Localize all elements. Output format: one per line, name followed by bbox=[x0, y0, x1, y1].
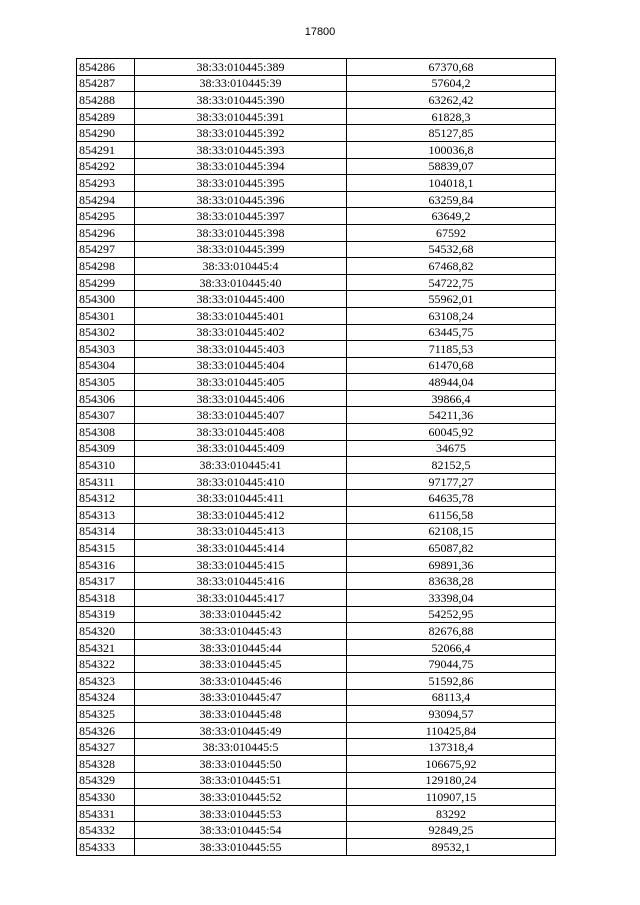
cadastral-number-cell: 38:33:010445:50 bbox=[135, 755, 347, 772]
record-number-cell: 854320 bbox=[77, 623, 135, 640]
table-row bbox=[77, 324, 556, 341]
table-row bbox=[77, 755, 556, 772]
record-number-cell: 854290 bbox=[77, 125, 135, 142]
cadastral-number-cell: 38:33:010445:403 bbox=[135, 341, 347, 358]
cadastral-number-cell: 38:33:010445:43 bbox=[135, 623, 347, 640]
record-number-cell: 854313 bbox=[77, 507, 135, 524]
cadastral-number-cell: 38:33:010445:46 bbox=[135, 672, 347, 689]
cadastral-value-cell: 58839,07 bbox=[347, 158, 556, 175]
table-row bbox=[77, 175, 556, 192]
table-row bbox=[77, 424, 556, 441]
cadastral-number-cell: 38:33:010445:396 bbox=[135, 191, 347, 208]
record-number-cell: 854321 bbox=[77, 639, 135, 656]
cadastral-value-cell: 63445,75 bbox=[347, 324, 556, 341]
table-row bbox=[77, 639, 556, 656]
cadastral-number-cell: 38:33:010445:414 bbox=[135, 540, 347, 557]
record-number-cell: 854291 bbox=[77, 141, 135, 158]
record-number-cell: 854316 bbox=[77, 556, 135, 573]
table-row bbox=[77, 92, 556, 109]
cadastral-value-cell: 106675,92 bbox=[347, 755, 556, 772]
cadastral-number-cell: 38:33:010445:407 bbox=[135, 407, 347, 424]
table-row bbox=[77, 407, 556, 424]
table-row bbox=[77, 473, 556, 490]
record-number-cell: 854301 bbox=[77, 307, 135, 324]
cadastral-value-cell: 51592,86 bbox=[347, 672, 556, 689]
table-row bbox=[77, 108, 556, 125]
cadastral-number-cell: 38:33:010445:55 bbox=[135, 838, 347, 855]
table-row bbox=[77, 789, 556, 806]
cadastral-number-cell: 38:33:010445:395 bbox=[135, 175, 347, 192]
record-number-cell: 854318 bbox=[77, 590, 135, 607]
record-number-cell: 854330 bbox=[77, 789, 135, 806]
cadastral-value-cell: 97177,27 bbox=[347, 473, 556, 490]
record-number-cell: 854296 bbox=[77, 224, 135, 241]
table-row bbox=[77, 191, 556, 208]
table-row bbox=[77, 440, 556, 457]
table-row bbox=[77, 490, 556, 507]
cadastral-value-cell: 79044,75 bbox=[347, 656, 556, 673]
cadastral-number-cell: 38:33:010445:399 bbox=[135, 241, 347, 258]
record-number-cell: 854287 bbox=[77, 75, 135, 92]
cadastral-value-cell: 34675 bbox=[347, 440, 556, 457]
table-row bbox=[77, 241, 556, 258]
cadastral-value-cell: 104018,1 bbox=[347, 175, 556, 192]
record-number-cell: 854324 bbox=[77, 689, 135, 706]
cadastral-number-cell: 38:33:010445:413 bbox=[135, 523, 347, 540]
cadastral-value-cell: 52066,4 bbox=[347, 639, 556, 656]
table-row bbox=[77, 706, 556, 723]
cadastral-value-cell: 60045,92 bbox=[347, 424, 556, 441]
table-body bbox=[77, 59, 556, 856]
table-row bbox=[77, 656, 556, 673]
table-row bbox=[77, 158, 556, 175]
cadastral-value-cell: 83292 bbox=[347, 805, 556, 822]
cadastral-value-cell: 82676,88 bbox=[347, 623, 556, 640]
table-row bbox=[77, 125, 556, 142]
table-row bbox=[77, 573, 556, 590]
record-number-cell: 854310 bbox=[77, 457, 135, 474]
table-row bbox=[77, 208, 556, 225]
record-number-cell: 854327 bbox=[77, 739, 135, 756]
table-row bbox=[77, 59, 556, 76]
record-number-cell: 854300 bbox=[77, 291, 135, 308]
table-row bbox=[77, 141, 556, 158]
record-number-cell: 854309 bbox=[77, 440, 135, 457]
table-row bbox=[77, 523, 556, 540]
table-row bbox=[77, 838, 556, 855]
record-number-cell: 854304 bbox=[77, 357, 135, 374]
cadastral-value-cell: 92849,25 bbox=[347, 822, 556, 839]
table-row bbox=[77, 739, 556, 756]
cadastral-number-cell: 38:33:010445:39 bbox=[135, 75, 347, 92]
cadastral-number-cell: 38:33:010445:48 bbox=[135, 706, 347, 723]
cadastral-value-cell: 54722,75 bbox=[347, 274, 556, 291]
record-number-cell: 854323 bbox=[77, 672, 135, 689]
record-number-cell: 854308 bbox=[77, 424, 135, 441]
record-number-cell: 854312 bbox=[77, 490, 135, 507]
cadastral-number-cell: 38:33:010445:51 bbox=[135, 772, 347, 789]
cadastral-number-cell: 38:33:010445:415 bbox=[135, 556, 347, 573]
record-number-cell: 854286 bbox=[77, 59, 135, 76]
record-number-cell: 854329 bbox=[77, 772, 135, 789]
table-row bbox=[77, 772, 556, 789]
cadastral-number-cell: 38:33:010445:45 bbox=[135, 656, 347, 673]
table-row bbox=[77, 556, 556, 573]
cadastral-value-cell: 61828,3 bbox=[347, 108, 556, 125]
cadastral-number-cell: 38:33:010445:389 bbox=[135, 59, 347, 76]
cadastral-value-cell: 61156,58 bbox=[347, 507, 556, 524]
record-number-cell: 854311 bbox=[77, 473, 135, 490]
cadastral-number-cell: 38:33:010445:5 bbox=[135, 739, 347, 756]
cadastral-number-cell: 38:33:010445:391 bbox=[135, 108, 347, 125]
cadastral-value-cell: 54532,68 bbox=[347, 241, 556, 258]
cadastral-number-cell: 38:33:010445:394 bbox=[135, 158, 347, 175]
cadastral-value-cell: 39866,4 bbox=[347, 390, 556, 407]
record-number-cell: 854303 bbox=[77, 341, 135, 358]
table-row bbox=[77, 822, 556, 839]
table-row bbox=[77, 590, 556, 607]
cadastral-number-cell: 38:33:010445:416 bbox=[135, 573, 347, 590]
cadastral-value-cell: 67592 bbox=[347, 224, 556, 241]
record-number-cell: 854297 bbox=[77, 241, 135, 258]
table-row bbox=[77, 507, 556, 524]
cadastral-number-cell: 38:33:010445:410 bbox=[135, 473, 347, 490]
page-number: 17800 bbox=[304, 26, 336, 38]
cadastral-value-cell: 63259,84 bbox=[347, 191, 556, 208]
cadastral-number-cell: 38:33:010445:409 bbox=[135, 440, 347, 457]
cadastral-value-cell: 54252,95 bbox=[347, 606, 556, 623]
cadastral-number-cell: 38:33:010445:412 bbox=[135, 507, 347, 524]
record-number-cell: 854292 bbox=[77, 158, 135, 175]
table-row bbox=[77, 258, 556, 275]
table-row bbox=[77, 457, 556, 474]
record-number-cell: 854306 bbox=[77, 390, 135, 407]
cadastral-number-cell: 38:33:010445:397 bbox=[135, 208, 347, 225]
record-number-cell: 854322 bbox=[77, 656, 135, 673]
cadastral-number-cell: 38:33:010445:408 bbox=[135, 424, 347, 441]
cadastral-number-cell: 38:33:010445:390 bbox=[135, 92, 347, 109]
cadastral-value-cell: 61470,68 bbox=[347, 357, 556, 374]
table-row bbox=[77, 291, 556, 308]
cadastral-value-cell: 129180,24 bbox=[347, 772, 556, 789]
cadastral-number-cell: 38:33:010445:417 bbox=[135, 590, 347, 607]
cadastral-number-cell: 38:33:010445:398 bbox=[135, 224, 347, 241]
cadastral-value-cell: 110907,15 bbox=[347, 789, 556, 806]
cadastral-value-cell: 71185,53 bbox=[347, 341, 556, 358]
cadastral-value-cell: 93094,57 bbox=[347, 706, 556, 723]
cadastral-value-cell: 110425,84 bbox=[347, 722, 556, 739]
cadastral-number-cell: 38:33:010445:406 bbox=[135, 390, 347, 407]
cadastral-value-cell: 62108,15 bbox=[347, 523, 556, 540]
cadastral-value-cell: 68113,4 bbox=[347, 689, 556, 706]
table-row bbox=[77, 672, 556, 689]
table-row bbox=[77, 307, 556, 324]
cadastral-value-cell: 63262,42 bbox=[347, 92, 556, 109]
record-number-cell: 854307 bbox=[77, 407, 135, 424]
cadastral-value-cell: 33398,04 bbox=[347, 590, 556, 607]
cadastral-value-cell: 89532,1 bbox=[347, 838, 556, 855]
table-row bbox=[77, 341, 556, 358]
record-number-cell: 854288 bbox=[77, 92, 135, 109]
cadastral-value-cell: 85127,85 bbox=[347, 125, 556, 142]
cadastral-value-cell: 82152,5 bbox=[347, 457, 556, 474]
cadastral-number-cell: 38:33:010445:404 bbox=[135, 357, 347, 374]
record-number-cell: 854325 bbox=[77, 706, 135, 723]
table-row bbox=[77, 805, 556, 822]
cadastral-value-cell: 54211,36 bbox=[347, 407, 556, 424]
record-number-cell: 854295 bbox=[77, 208, 135, 225]
record-number-cell: 854317 bbox=[77, 573, 135, 590]
record-number-cell: 854294 bbox=[77, 191, 135, 208]
record-number-cell: 854289 bbox=[77, 108, 135, 125]
cadastral-number-cell: 38:33:010445:405 bbox=[135, 374, 347, 391]
cadastral-value-cell: 83638,28 bbox=[347, 573, 556, 590]
cadastral-number-cell: 38:33:010445:47 bbox=[135, 689, 347, 706]
record-number-cell: 854319 bbox=[77, 606, 135, 623]
cadastral-number-cell: 38:33:010445:53 bbox=[135, 805, 347, 822]
cadastral-number-cell: 38:33:010445:41 bbox=[135, 457, 347, 474]
cadastral-number-cell: 38:33:010445:40 bbox=[135, 274, 347, 291]
table-row bbox=[77, 274, 556, 291]
cadastral-value-cell: 63108,24 bbox=[347, 307, 556, 324]
table-row bbox=[77, 623, 556, 640]
record-number-cell: 854293 bbox=[77, 175, 135, 192]
cadastral-number-cell: 38:33:010445:393 bbox=[135, 141, 347, 158]
cadastral-value-cell: 63649,2 bbox=[347, 208, 556, 225]
cadastral-value-cell: 55962,01 bbox=[347, 291, 556, 308]
cadastral-value-cell: 67468,82 bbox=[347, 258, 556, 275]
cadastral-number-cell: 38:33:010445:49 bbox=[135, 722, 347, 739]
table-row bbox=[77, 390, 556, 407]
record-number-cell: 854302 bbox=[77, 324, 135, 341]
cadastral-value-cell: 48944,04 bbox=[347, 374, 556, 391]
cadastral-number-cell: 38:33:010445:54 bbox=[135, 822, 347, 839]
record-number-cell: 854314 bbox=[77, 523, 135, 540]
record-number-cell: 854331 bbox=[77, 805, 135, 822]
record-number-cell: 854298 bbox=[77, 258, 135, 275]
cadastral-value-cell: 64635,78 bbox=[347, 490, 556, 507]
cadastral-number-cell: 38:33:010445:401 bbox=[135, 307, 347, 324]
cadastral-value-cell: 65087,82 bbox=[347, 540, 556, 557]
record-number-cell: 854333 bbox=[77, 838, 135, 855]
table-row bbox=[77, 224, 556, 241]
cadastral-number-cell: 38:33:010445:392 bbox=[135, 125, 347, 142]
table-row bbox=[77, 357, 556, 374]
cadastral-value-cell: 67370,68 bbox=[347, 59, 556, 76]
cadastral-number-cell: 38:33:010445:4 bbox=[135, 258, 347, 275]
cadastral-value-cell: 137318,4 bbox=[347, 739, 556, 756]
record-number-cell: 854326 bbox=[77, 722, 135, 739]
record-number-cell: 854305 bbox=[77, 374, 135, 391]
record-number-cell: 854315 bbox=[77, 540, 135, 557]
table-row bbox=[77, 540, 556, 557]
cadastral-value-cell: 100036,8 bbox=[347, 141, 556, 158]
table-row bbox=[77, 722, 556, 739]
cadastral-number-cell: 38:33:010445:44 bbox=[135, 639, 347, 656]
cadastral-value-table bbox=[76, 58, 556, 856]
record-number-cell: 854332 bbox=[77, 822, 135, 839]
record-number-cell: 854328 bbox=[77, 755, 135, 772]
table-row bbox=[77, 606, 556, 623]
cadastral-value-cell: 57604,2 bbox=[347, 75, 556, 92]
table-row bbox=[77, 75, 556, 92]
cadastral-value-cell: 69891,36 bbox=[347, 556, 556, 573]
table-row bbox=[77, 689, 556, 706]
cadastral-number-cell: 38:33:010445:52 bbox=[135, 789, 347, 806]
table-row bbox=[77, 374, 556, 391]
cadastral-number-cell: 38:33:010445:411 bbox=[135, 490, 347, 507]
cadastral-number-cell: 38:33:010445:42 bbox=[135, 606, 347, 623]
record-number-cell: 854299 bbox=[77, 274, 135, 291]
cadastral-number-cell: 38:33:010445:400 bbox=[135, 291, 347, 308]
cadastral-number-cell: 38:33:010445:402 bbox=[135, 324, 347, 341]
